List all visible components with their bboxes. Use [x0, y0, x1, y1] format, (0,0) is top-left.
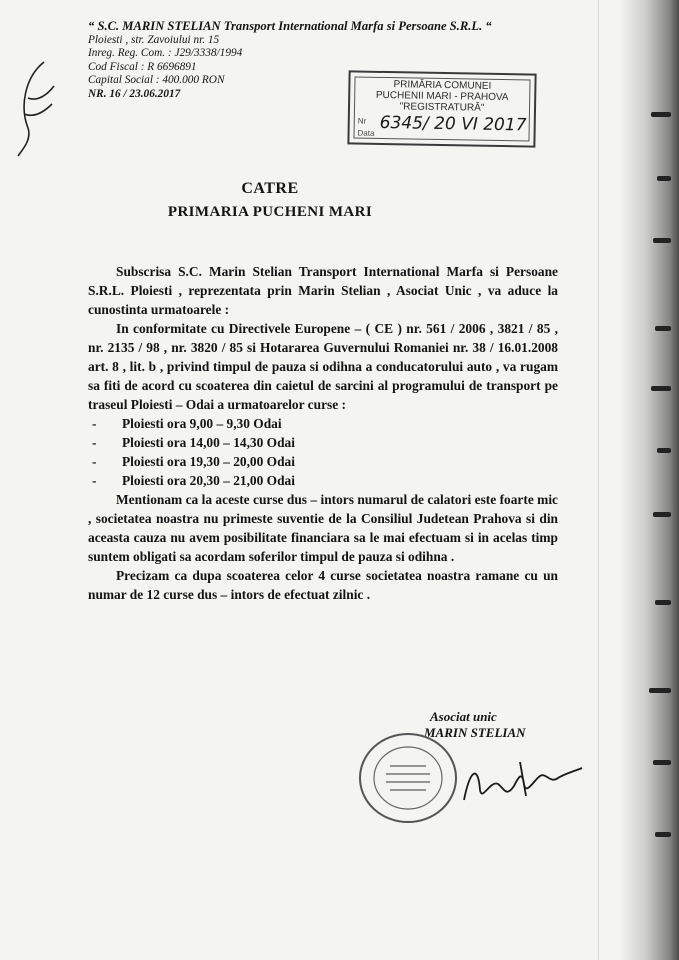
company-name: “ S.C. MARIN STELIAN Transport International Marfa si Persoane S.R.L. “: [88, 19, 492, 33]
signatory-role: Asociat unic: [430, 709, 497, 724]
scan-dark-edge: [619, 0, 679, 960]
list-item: - Ploiesti ora 9,00 – 9,30 Odai: [92, 416, 282, 431]
list-item: - Ploiesti ora 14,00 – 14,30 Odai: [92, 435, 295, 450]
margin-initials-signature: [14, 58, 58, 158]
company-round-seal: [356, 730, 460, 826]
paragraph-justification: Mentionam ca la aceste curse dus – intors numarul de calatori este foarte mic , societatea noastra nu primeste suventie de la Consiliul Judetean Prahova si din aceasta cauza nu avem posibilitate financiara sa le mai efectuam si in acelas timp suntem obligati sa acordam soferilor timpul de pauza si odihna .: [88, 492, 558, 564]
edge-mark: [657, 448, 671, 453]
list-item: - Ploiesti ora 19,30 – 20,00 Odai: [92, 454, 295, 469]
company-capital: Capital Social : 400.000 RON: [88, 74, 225, 87]
edge-mark: [655, 832, 671, 837]
letter-body: [88, 262, 558, 604]
edge-mark: [653, 760, 671, 765]
paragraph-legal-basis: In conformitate cu Directivele Europene – ( CE ) nr. 561 / 2006 , 3821 / 85 , nr. 2135 / 98 , nr. 3820 / 85 si Hotararea Guvernului Romaniei nr. 38 / 16.01.2008 art. 8 , lit. b , privind timpul de pauza si odihna a conducatorului auto , va rugam sa fiti de acord cu scoaterea din caietul de sarcini al programului de transport pe traseul Ploiesti – Odai a urmatoarelor curse :: [88, 321, 558, 412]
signatory-name: MARIN STELIAN: [424, 725, 526, 740]
stamp-nr-label: Nr: [357, 116, 367, 126]
company-registry: Inreg. Reg. Com. : J29/3338/1994: [88, 47, 243, 60]
recipient-line-1: CATRE: [241, 180, 299, 197]
cancelled-routes-list: [88, 414, 558, 490]
scan-fold-line: [598, 0, 599, 960]
edge-mark: [649, 688, 671, 693]
stamp-line-2: PUCHENII MARI - PRAHOVA: [375, 89, 509, 104]
edge-mark: [651, 112, 671, 117]
paragraph-intro: Subscrisa S.C. Marin Stelian Transport International Marfa si Persoane S.R.L. Ploiesti , reprezentata prin Marin Stelian , Asociat Unic , va aduce la cunostinta urmatoarele :: [88, 264, 558, 317]
edge-mark: [655, 326, 671, 331]
stamp-line-3: "REGISTRATURĂ": [399, 101, 485, 114]
stamp-line-1: PRIMĂRIA COMUNEI: [393, 79, 492, 92]
edge-mark: [653, 238, 671, 243]
company-fiscal-code: Cod Fiscal : R 6696891: [88, 60, 197, 73]
stamp-date-label: Data: [357, 128, 375, 138]
list-item: - Ploiesti ora 20,30 – 21,00 Odai: [92, 473, 295, 488]
edge-mark: [655, 600, 671, 605]
registration-stamp: [347, 70, 536, 147]
stamp-handwritten-entry: 6345/ 20 VI 2017: [379, 112, 527, 136]
document-number-date: NR. 16 / 23.06.2017: [88, 87, 181, 100]
edge-mark: [651, 386, 671, 391]
handwritten-signature: [460, 750, 600, 810]
paragraph-conclusion: Precizam ca dupa scoaterea celor 4 curse societatea noastra ramane cu un numar de 12 curse dus – intors de efectuat zilnic .: [88, 568, 558, 602]
edge-mark: [657, 176, 671, 181]
edge-mark: [653, 512, 671, 517]
recipient-line-2: PRIMARIA PUCHENI MARI: [167, 204, 373, 220]
company-address: Ploiesti , str. Zavoiului nr. 15: [88, 33, 220, 46]
